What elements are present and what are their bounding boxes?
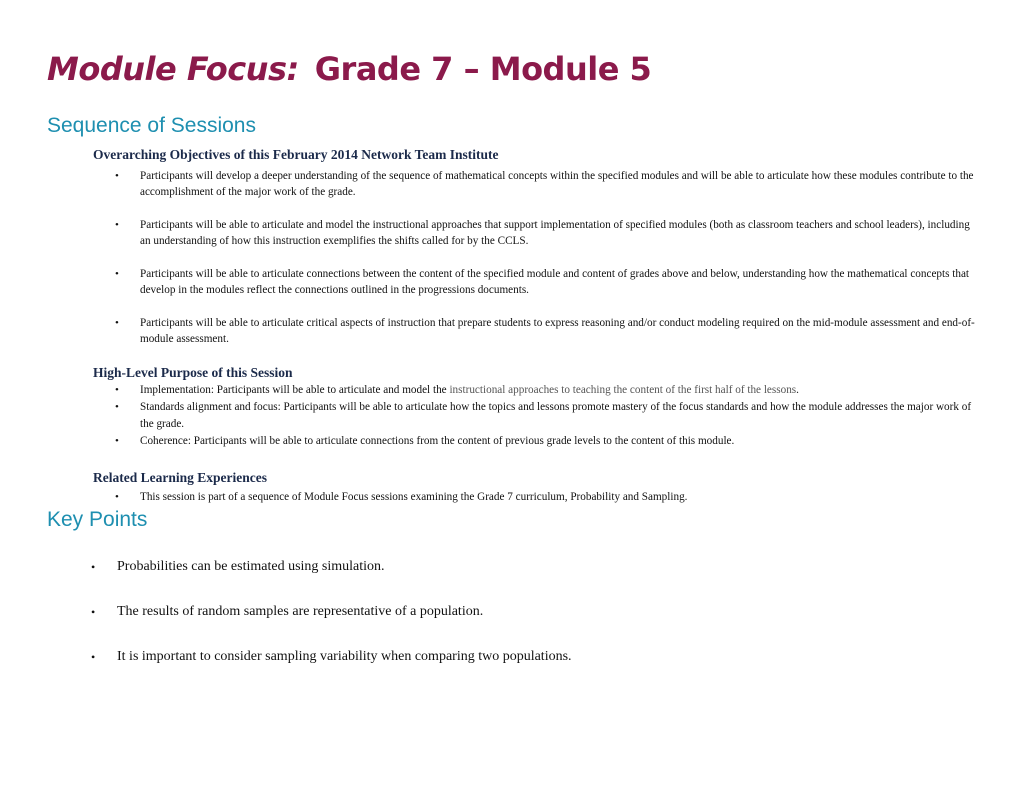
related-text: This session is part of a sequence of Module Focus sessions examining the Grade 7 curriculum, Probability and Sampling. <box>140 491 688 503</box>
bullet-icon: • <box>115 491 119 503</box>
purpose-text-end: . <box>796 384 799 396</box>
list-item <box>90 601 890 646</box>
key-point-text: It is important to consider sampling variability when comparing two populations. <box>117 649 572 664</box>
list-item <box>93 168 983 200</box>
page-title-italic: Module Focus: <box>47 50 299 88</box>
purpose-heading: High-Level Purpose of this Session <box>93 365 293 380</box>
list-item <box>93 266 983 298</box>
purpose-text: Standards alignment and focus: Participants will be able to articulate how the topics and lessons promote mastery of the focus standards and how the module addresses the major work of the grade. <box>140 401 972 430</box>
list-item <box>93 382 983 399</box>
bullet-icon: • <box>115 268 119 280</box>
key-point-text: The results of random samples are representative of a population. <box>117 604 484 619</box>
key-points-list <box>90 556 890 691</box>
list-item <box>90 646 890 691</box>
objective-text: Participants will be able to articulate connections between the content of the specified module and content of grades above and below, understanding how the mathematical concepts that develop in the modules reflect the connections outlined in the progressions documents. <box>140 268 970 296</box>
objectives-heading: Overarching Objectives of this February 2014 Network Team Institute <box>93 147 499 162</box>
objective-text: Participants will develop a deeper understanding of the sequence of mathematical concepts within the specified modules and will be able to articulate how these modules contribute to the accomplishment of the major work of the grade. <box>140 170 974 198</box>
key-point-text: Probabilities can be estimated using simulation. <box>117 559 385 574</box>
page-title <box>47 50 651 88</box>
sequence-heading: Sequence of Sessions <box>47 114 256 137</box>
key-points-heading: Key Points <box>47 508 148 531</box>
page-title-rest: Grade 7 – Module 5 <box>314 50 652 88</box>
purpose-text: Coherence: Participants will be able to articulate connections from the content of previous grade levels to the content of this module. <box>140 435 735 447</box>
list-item <box>93 489 983 505</box>
bullet-icon: • <box>91 605 96 619</box>
list-item <box>93 315 983 347</box>
bullet-icon: • <box>115 317 119 329</box>
related-list <box>93 489 983 505</box>
objectives-list <box>93 168 983 347</box>
bullet-icon: • <box>115 435 119 447</box>
bullet-icon: • <box>115 170 119 182</box>
objective-text: Participants will be able to articulate critical aspects of instruction that prepare students to express reasoning and/or conduct modeling required on the mid-module assessment and end-of-module assessment. <box>140 317 975 345</box>
bullet-icon: • <box>91 650 96 664</box>
list-item <box>93 399 983 433</box>
bullet-icon: • <box>115 384 119 396</box>
objective-text: Participants will be able to articulate and model the instructional approaches that support implementation of specified modules (both as classroom teachers and school leaders), including an understanding of how this instruction exemplifies the shifts called for by the CCLS. <box>140 219 970 247</box>
bullet-icon: • <box>91 560 96 574</box>
list-item <box>93 217 983 249</box>
purpose-text: Implementation: Participants will be able to articulate and model the <box>140 384 450 396</box>
list-item <box>93 433 983 450</box>
related-heading: Related Learning Experiences <box>93 470 267 485</box>
purpose-list <box>93 382 983 450</box>
bullet-icon: • <box>115 219 119 231</box>
bullet-icon: • <box>115 401 119 413</box>
purpose-text-muted: instructional approaches to teaching the content of the first half of the lessons <box>449 384 797 396</box>
list-item <box>90 556 890 601</box>
